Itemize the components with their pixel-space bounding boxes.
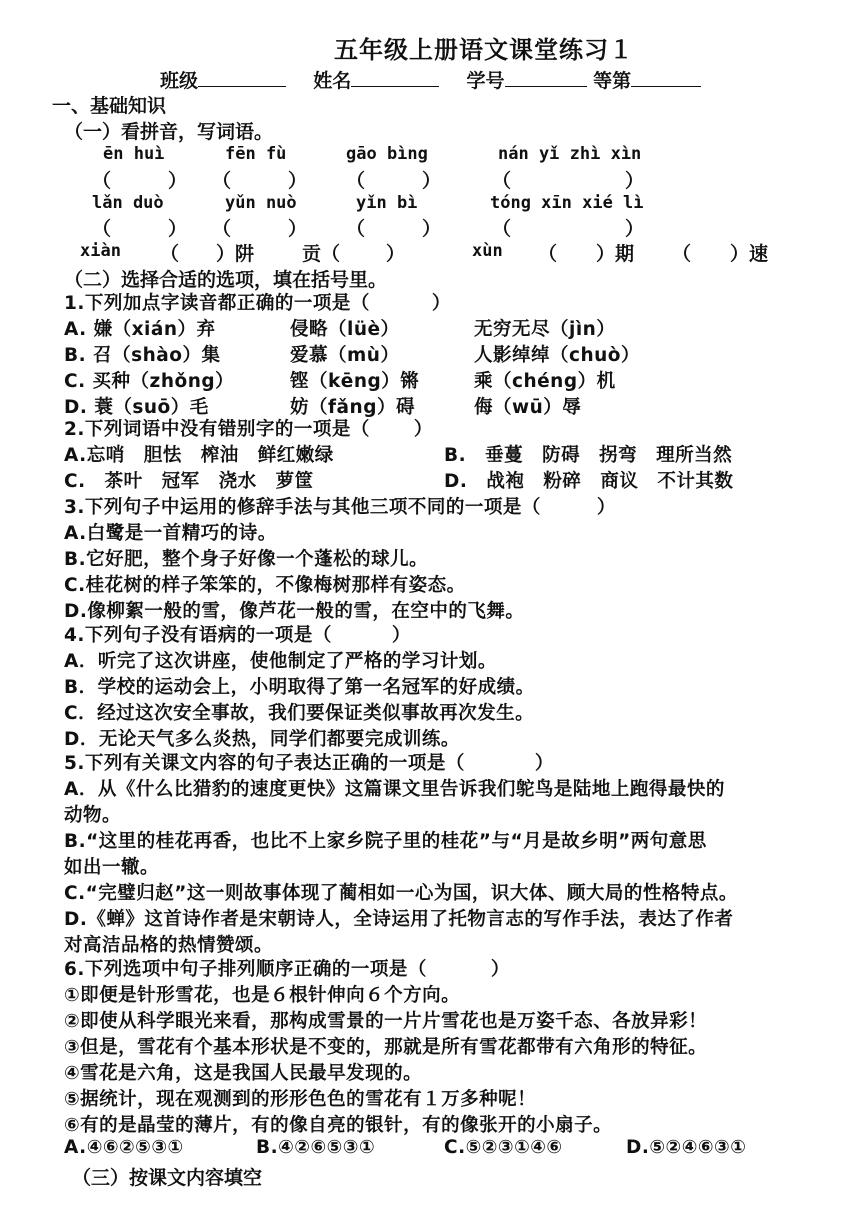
pinyin: yǐn bì [356, 193, 418, 213]
question-1-stem: 1.下列加点字读音都正确的一项是（ ） [64, 293, 451, 314]
answer-paren[interactable]: （ ） [492, 218, 645, 240]
page-title: 五年级上册语文课堂练习１ [334, 36, 634, 64]
answer-paren[interactable]: （ ） [212, 218, 308, 240]
name-blank[interactable] [351, 68, 439, 87]
option-b: B.它好肥，整个身子好像一个蓬松的球儿。 [64, 549, 429, 570]
choice-c: C.⑤②③①④⑥ [444, 1137, 563, 1158]
answer-paren[interactable]: （ ） [212, 170, 308, 192]
option-a: A．从《什么比猎豹的速度更快》这篇课文里告诉我们鸵鸟是陆地上跑得最快的 [64, 779, 725, 800]
option-b: B. 召（shào）集 [64, 345, 221, 366]
pinyin: xiàn [80, 241, 121, 261]
pinyin: fēn fù [225, 144, 287, 164]
class-blank[interactable] [198, 68, 286, 87]
option-a: A.忘哨 胆怯 榨油 鲜红嫩绿 [64, 445, 334, 466]
option-a: A．听完了这次讲座，使他制定了严格的学习计划。 [64, 651, 497, 672]
pinyin: gāo bìng [346, 144, 428, 164]
option-a-cont: 动物。 [64, 805, 122, 826]
option-c: 铿（kēng）锵 [290, 371, 420, 392]
subsection-heading-2: （二）选择合适的选项，填在括号里。 [64, 269, 388, 291]
sentence-item: ①即便是针形雪花，也是６根针伸向６个方向。 [64, 985, 461, 1006]
sentence-item: ③但是，雪花有个基本形状是不变的，那就是所有雪花都带有六角形的特征。 [64, 1037, 708, 1058]
sentence-item: ⑥有的是晶莹的薄片，有的像自亮的银针，有的像张开的小扇子。 [64, 1115, 613, 1136]
choice-a: A.④⑥②⑤③① [64, 1137, 184, 1158]
option-c: 乘（chéng）机 [474, 371, 616, 392]
name-label: 姓名 [313, 70, 352, 92]
question-2-stem: 2.下列词语中没有错别字的一项是（ ） [64, 419, 433, 440]
option-c: C.桂花树的样子笨笨的，不像梅树那样有姿态。 [64, 575, 466, 596]
choice-b: B.④②⑥⑤③① [256, 1137, 376, 1158]
option-d: 妨（fǎng）碍 [290, 397, 415, 418]
option-d: D. 蓑（suō）毛 [64, 397, 209, 418]
option-d: D. 战袍 粉碎 商议 不计其数 [444, 471, 734, 492]
option-a: A.白鹭是一首精巧的诗。 [64, 523, 277, 544]
answer-paren[interactable]: （ ） [346, 218, 442, 240]
option-d: D．无论天气多么炎热，同学们都要完成训练。 [64, 729, 460, 750]
student-info-line [160, 66, 701, 93]
answer-paren[interactable]: （ [538, 243, 558, 265]
option-b: B.“这里的桂花再香，也比不上家乡院子里的桂花”与“月是故乡明”两句意思 [64, 831, 707, 852]
sentence-item: ②即使从科学眼光来看，那构成雪景的一片片雪花也是万姿千态、各放异彩！ [64, 1011, 708, 1032]
class-label: 班级 [160, 70, 199, 92]
pinyin: tóng xīn xié lì [490, 193, 644, 213]
word-fragment: ）速 [730, 243, 769, 265]
id-blank[interactable] [505, 68, 587, 87]
option-d: D.像柳絮一般的雪，像芦花一般的雪，在空中的飞舞。 [64, 601, 525, 622]
option-c: C. 买种（zhǒng） [64, 371, 235, 392]
answer-paren[interactable]: （ ） [346, 170, 442, 192]
option-b: B. 垂蔓 防碍 拐弯 理所当然 [444, 445, 733, 466]
pinyin: xùn [472, 241, 503, 261]
option-b-cont: 如出一辙。 [64, 857, 160, 878]
choice-d: D.⑤②④⑥③① [626, 1137, 747, 1158]
word-fragment: 贡（ [302, 243, 341, 265]
option-b: 人影绰绰（chuò） [474, 345, 641, 366]
question-3-stem: 3.下列句子中运用的修辞手法与其他三项不同的一项是（ ） [64, 497, 616, 518]
question-6-stem: 6.下列选项中句子排列顺序正确的一项是（ ） [64, 959, 510, 980]
option-d-cont: 对高洁品格的热情赞颂。 [64, 935, 274, 956]
option-c: C．经过这次安全事故，我们要保证类似事故再次发生。 [64, 703, 535, 724]
subsection-heading-1: （一）看拼音，写词语。 [64, 121, 274, 143]
option-d: 侮（wū）辱 [474, 397, 582, 418]
sentence-item: ④雪花是六角，这是我国人民最早发现的。 [64, 1063, 423, 1084]
option-a: 侵略（lüè） [290, 319, 400, 340]
pinyin: lǎn duò [92, 193, 164, 213]
id-label: 学号 [466, 70, 505, 92]
option-b: 爱慕（mù） [290, 345, 400, 366]
option-d: D.《蝉》这首诗作者是宋朝诗人，全诗运用了托物言志的写作手法，表达了作者 [64, 909, 734, 930]
option-c: C. 茶叶 冠军 浇水 萝筐 [64, 471, 314, 492]
answer-paren[interactable]: （ [672, 243, 692, 265]
option-a: 无穷无尽（jìn） [474, 319, 616, 340]
pinyin: nán yǐ zhì xìn [498, 144, 642, 164]
question-4-stem: 4.下列句子没有语病的一项是（ ） [64, 625, 411, 646]
answer-paren-close[interactable]: ） [386, 243, 406, 265]
word-fragment: ）期 [596, 243, 635, 265]
word-fragment: ）阱 [216, 243, 255, 265]
option-c: C.“完璧归赵”这一则故事体现了蔺相如一心为国，识大体、顾大局的性格特点。 [64, 883, 738, 904]
pinyin: ēn huì [103, 144, 165, 164]
question-5-stem: 5.下列有关课文内容的句子表达正确的一项是（ ） [64, 753, 554, 774]
option-b: B．学校的运动会上，小明取得了第一名冠军的好成绩。 [64, 677, 535, 698]
grade-label: 等第 [593, 70, 632, 92]
section-heading: 一、基础知识 [52, 95, 167, 117]
subsection-heading-3: （三）按课文内容填空 [72, 1167, 263, 1189]
answer-paren[interactable]: （ [160, 243, 180, 265]
answer-paren[interactable]: （ ） [92, 218, 188, 240]
answer-paren[interactable]: （ ） [492, 170, 645, 192]
answer-paren[interactable]: （ ） [92, 170, 188, 192]
pinyin: yǔn nuò [225, 193, 297, 213]
sentence-item: ⑤据统计，现在观测到的形形色色的雪花有１万多种呢！ [64, 1089, 537, 1110]
option-a: A. 嫌（xián）弃 [64, 319, 216, 340]
grade-blank[interactable] [631, 68, 701, 87]
